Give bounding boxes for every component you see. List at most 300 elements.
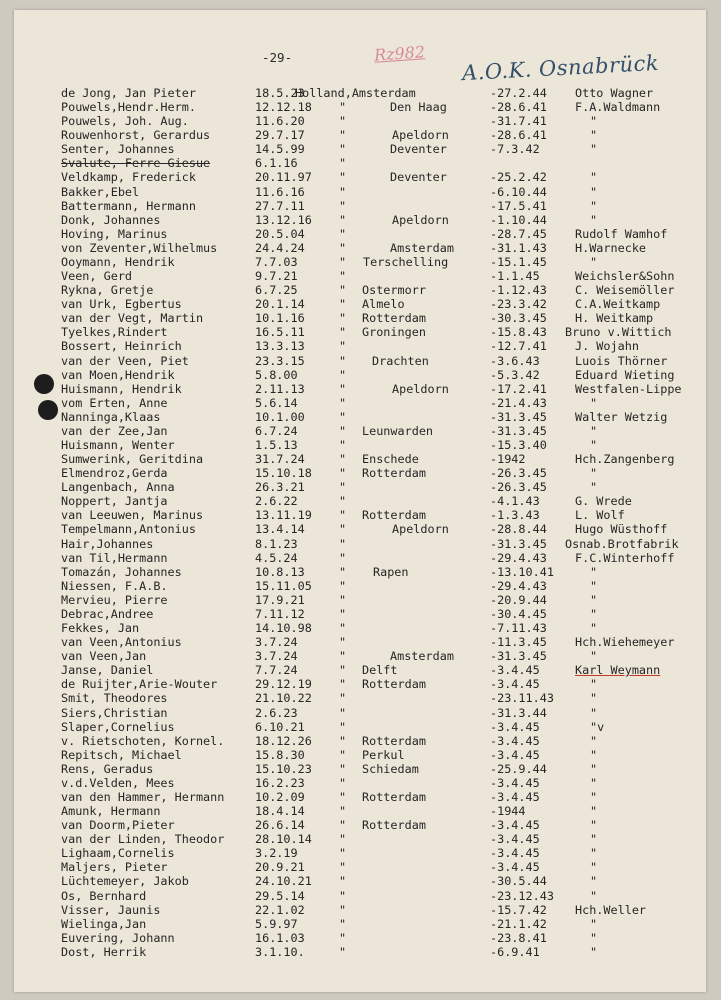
person-name: Elmendroz,Gerda xyxy=(61,466,168,481)
table-row xyxy=(0,593,721,607)
ditto-mark: " xyxy=(339,592,347,607)
employer: " xyxy=(590,184,598,199)
page-number: -29- xyxy=(262,50,293,65)
return-date: -1.1.45 xyxy=(490,269,540,284)
person-name: Amunk, Hermann xyxy=(61,804,161,819)
person-name: Svalute, Ferre Giesue xyxy=(61,156,211,171)
birth-date: 5.6.14 xyxy=(255,395,298,410)
table-row xyxy=(0,424,721,438)
return-date: -5.3.42 xyxy=(490,367,540,382)
employer: " xyxy=(590,677,598,692)
table-row xyxy=(0,283,721,297)
table-row xyxy=(0,100,721,114)
person-name: Dost, Herrik xyxy=(61,944,147,959)
person-name: Janse, Daniel xyxy=(61,663,154,678)
ditto-mark: " xyxy=(339,818,347,833)
birth-date: 13.11.19 xyxy=(255,508,312,523)
birth-date: 5.8.00 xyxy=(255,367,298,382)
return-date: -11.3.45 xyxy=(490,635,547,650)
employer: J. Wojahn xyxy=(575,339,639,354)
employer: " xyxy=(590,818,598,833)
birth-date: 7.7.24 xyxy=(255,663,298,678)
ditto-mark: " xyxy=(339,635,347,650)
birthplace: Drachten xyxy=(372,353,429,368)
table-row xyxy=(0,790,721,804)
ditto-mark: " xyxy=(339,747,347,762)
person-name: van Veen,Jan xyxy=(61,649,147,664)
ditto-mark: " xyxy=(339,395,347,410)
ditto-mark: " xyxy=(339,170,347,185)
ditto-mark: " xyxy=(339,240,347,255)
table-row xyxy=(0,874,721,888)
table-row xyxy=(0,311,721,325)
birthplace: Apeldorn xyxy=(392,522,449,537)
ditto-mark: " xyxy=(339,874,347,889)
ditto-mark: " xyxy=(339,564,347,579)
birth-date: 15.11.05 xyxy=(255,578,312,593)
birth-date: 13.12.16 xyxy=(255,212,312,227)
ditto-mark: " xyxy=(339,339,347,354)
return-date: -31.3.45 xyxy=(490,649,547,664)
return-date: -1.12.43 xyxy=(490,283,547,298)
birth-date: 26.6.14 xyxy=(255,818,305,833)
person-name: Pouwels,Hendr.Herm. xyxy=(61,100,196,115)
birth-date: 11.6.20 xyxy=(255,114,305,129)
return-date: -28.7.45 xyxy=(490,226,547,241)
table-row xyxy=(0,185,721,199)
return-date: -15.3.40 xyxy=(490,438,547,452)
person-name: van den Hammer, Hermann xyxy=(61,790,225,804)
ditto-mark: " xyxy=(339,423,347,438)
ditto-mark: " xyxy=(339,311,347,326)
birthplace: Leunwarden xyxy=(362,423,434,438)
employer: " xyxy=(590,128,598,143)
ditto-mark: " xyxy=(339,536,347,551)
person-name: vom Erten, Anne xyxy=(61,395,168,410)
employer: " xyxy=(590,832,598,847)
ditto-mark: " xyxy=(339,790,347,804)
return-date: -13.10.41 xyxy=(490,564,554,579)
employer: " xyxy=(590,254,598,269)
person-name: Rens, Geradus xyxy=(61,761,154,776)
ditto-mark: " xyxy=(339,719,347,734)
ditto-mark: " xyxy=(339,705,347,720)
birth-date: 6.7.24 xyxy=(255,423,298,438)
birth-date: 21.10.22 xyxy=(255,691,312,706)
table-row xyxy=(0,607,721,621)
return-date: -30.5.44 xyxy=(490,874,547,889)
ditto-mark: " xyxy=(339,353,347,368)
employer: " xyxy=(590,564,598,579)
return-date: -26.3.45 xyxy=(490,480,547,495)
birth-date: 9.7.21 xyxy=(255,269,298,284)
return-date: -3.4.45 xyxy=(490,733,540,748)
employer: " xyxy=(590,860,598,875)
return-date: -17.2.41 xyxy=(490,381,547,396)
ditto-mark: " xyxy=(339,452,347,467)
employer: " xyxy=(590,170,598,185)
employer: " xyxy=(590,114,598,129)
ditto-mark: " xyxy=(339,325,347,340)
birthplace: Rotterdam xyxy=(362,466,426,481)
return-date: -31.3.45 xyxy=(490,409,547,424)
birth-date: 28.10.14 xyxy=(255,832,312,847)
birthplace: Amsterdam xyxy=(390,649,454,664)
birth-date: 3.7.24 xyxy=(255,635,298,650)
employer: Luois Thörner xyxy=(575,353,668,368)
table-row xyxy=(0,255,721,269)
person-name: Ooymann, Hendrik xyxy=(61,254,175,269)
employer: " xyxy=(590,606,598,621)
birth-date: 6.1.16 xyxy=(255,156,298,171)
table-row xyxy=(0,889,721,903)
employer: " xyxy=(590,198,598,213)
employer: F.A.Waldmann xyxy=(575,100,661,115)
birth-date: 15.10.18 xyxy=(255,466,312,481)
table-row xyxy=(0,354,721,368)
birthplace: Groningen xyxy=(362,325,426,340)
employer: " xyxy=(590,916,598,931)
employer: C.A.Weitkamp xyxy=(575,297,661,312)
birthplace: Delft xyxy=(362,663,398,678)
table-row xyxy=(0,438,721,452)
employer: " xyxy=(590,761,598,776)
person-name: Tomazán, Johannes xyxy=(61,564,182,579)
ditto-mark: " xyxy=(339,930,347,945)
ditto-mark: " xyxy=(339,480,347,495)
person-name: Sumwerink, Geritdina xyxy=(61,452,204,467)
table-row xyxy=(0,227,721,241)
employer: Otto Wagner xyxy=(575,86,654,100)
employer: " xyxy=(590,466,598,481)
employer: " xyxy=(590,705,598,720)
birth-date: 16.5.11 xyxy=(255,325,305,340)
birthplace: Deventer xyxy=(390,170,447,185)
birth-date: 12.12.18 xyxy=(255,100,312,115)
employer: "v xyxy=(590,719,605,734)
table-row xyxy=(0,945,721,959)
employer: Walter Wetzig xyxy=(575,409,668,424)
table-row xyxy=(0,382,721,396)
person-name: Tempelmann,Antonius xyxy=(61,522,196,537)
employer: " xyxy=(590,395,598,410)
table-row xyxy=(0,832,721,846)
return-date: -15.7.42 xyxy=(490,902,547,917)
employer: Weichsler&Sohn xyxy=(575,269,675,284)
ditto-mark: " xyxy=(339,860,347,875)
ditto-mark: " xyxy=(339,775,347,790)
birthplace: Apeldorn xyxy=(392,212,449,227)
employer: " xyxy=(590,438,598,452)
birth-date: 1.5.13 xyxy=(255,438,298,452)
return-date: -25.9.44 xyxy=(490,761,547,776)
ditto-mark: " xyxy=(339,297,347,312)
birthplace: Rotterdam xyxy=(362,733,426,748)
table-row xyxy=(0,508,721,522)
employer: Westfalen-Lippe xyxy=(575,381,682,396)
table-row xyxy=(0,466,721,480)
ditto-mark: " xyxy=(339,832,347,847)
ditto-mark: " xyxy=(339,128,347,143)
birthplace: Apeldorn xyxy=(392,128,449,143)
person-name: van Urk, Egbertus xyxy=(61,297,182,312)
employer: " xyxy=(590,747,598,762)
table-row xyxy=(0,156,721,170)
table-row xyxy=(0,297,721,311)
return-date: -3.4.45 xyxy=(490,790,540,804)
person-name: Pouwels, Joh. Aug. xyxy=(61,114,189,129)
ditto-mark: " xyxy=(339,846,347,861)
return-date: -23.11.43 xyxy=(490,691,554,706)
employer: Hch.Weller xyxy=(575,902,647,917)
birth-date: 15.8.30 xyxy=(255,747,305,762)
table-row xyxy=(0,339,721,353)
table-row xyxy=(0,494,721,508)
birth-date: 29.12.19 xyxy=(255,677,312,692)
return-date: -3.4.45 xyxy=(490,832,540,847)
person-name: Euvering, Johann xyxy=(61,930,175,945)
ditto-mark: " xyxy=(339,283,347,298)
table-row xyxy=(0,762,721,776)
birthplace: Rotterdam xyxy=(362,677,426,692)
person-name: Senter, Johannes xyxy=(61,142,175,157)
table-row xyxy=(0,452,721,466)
return-date: -28.6.41 xyxy=(490,128,547,143)
ditto-mark: " xyxy=(339,902,347,917)
table-row xyxy=(0,706,721,720)
birthplace: Almelo xyxy=(362,297,405,312)
table-row xyxy=(0,621,721,635)
table-row xyxy=(0,368,721,382)
table-row xyxy=(0,776,721,790)
person-name: Huismann, Hendrik xyxy=(61,381,182,396)
birth-date: 26.3.21 xyxy=(255,480,305,495)
birth-date: 7.11.12 xyxy=(255,606,305,621)
employer: " xyxy=(590,874,598,889)
return-date: -4.1.43 xyxy=(490,494,540,509)
ditto-mark: " xyxy=(339,254,347,269)
birthplace: Amsterdam xyxy=(390,240,454,255)
employer: Rudolf Wamhof xyxy=(575,226,668,241)
person-name: Langenbach, Anna xyxy=(61,480,175,495)
table-row xyxy=(0,720,721,734)
person-name: de Ruijter,Arie-Wouter xyxy=(61,677,218,692)
table-row xyxy=(0,635,721,649)
birth-date: 10.1.00 xyxy=(255,409,305,424)
table-row xyxy=(0,522,721,536)
employer: Hch.Zangenberg xyxy=(575,452,675,467)
person-name: Debrac,Andree xyxy=(61,606,154,621)
ditto-mark: " xyxy=(339,804,347,819)
birth-date: 18.12.26 xyxy=(255,733,312,748)
table-row xyxy=(0,86,721,100)
person-name: Huismann, Wenter xyxy=(61,438,175,452)
person-name: Veldkamp, Frederick xyxy=(61,170,196,185)
person-name: Repitsch, Michael xyxy=(61,747,182,762)
person-name: Wielinga,Jan xyxy=(61,916,147,931)
person-name: Bossert, Heinrich xyxy=(61,339,182,354)
person-name: Rykna, Gretje xyxy=(61,283,154,298)
table-row xyxy=(0,128,721,142)
table-row xyxy=(0,396,721,410)
ditto-mark: " xyxy=(339,184,347,199)
ditto-mark: " xyxy=(339,409,347,424)
birth-date: 24.10.21 xyxy=(255,874,312,889)
employer: " xyxy=(590,790,598,804)
ditto-mark: " xyxy=(339,677,347,692)
return-date: -31.1.43 xyxy=(490,240,547,255)
return-date: -30.4.45 xyxy=(490,606,547,621)
table-row xyxy=(0,269,721,283)
birth-date: 4.5.24 xyxy=(255,550,298,565)
ditto-mark: " xyxy=(339,438,347,452)
person-name: Visser, Jaunis xyxy=(61,902,161,917)
person-name: Donk, Johannes xyxy=(61,212,161,227)
return-date: -21.4.43 xyxy=(490,395,547,410)
person-name: van Leeuwen, Marinus xyxy=(61,508,204,523)
return-date: -3.6.43 xyxy=(490,353,540,368)
ditto-mark: " xyxy=(339,142,347,157)
return-date: -1.10.44 xyxy=(490,212,547,227)
employer: " xyxy=(590,480,598,495)
employer: " xyxy=(590,944,598,959)
person-name: van Til,Hermann xyxy=(61,550,168,565)
ditto-mark: " xyxy=(339,578,347,593)
birth-date: 31.7.24 xyxy=(255,452,305,467)
birthplace: Deventer xyxy=(390,142,447,157)
return-date: -27.2.44 xyxy=(490,86,547,100)
birth-date: 8.1.23 xyxy=(255,536,298,551)
birthplace: Schiedam xyxy=(362,761,419,776)
person-name: van Veen,Antonius xyxy=(61,635,182,650)
table-row xyxy=(0,818,721,832)
person-name: Hoving, Marinus xyxy=(61,226,168,241)
birth-date: 29.5.14 xyxy=(255,888,305,903)
employer: " xyxy=(590,423,598,438)
birth-date: 29.7.17 xyxy=(255,128,305,143)
birth-date: 23.3.15 xyxy=(255,353,305,368)
table-row xyxy=(0,860,721,874)
return-date: -15.1.45 xyxy=(490,254,547,269)
table-row xyxy=(0,325,721,339)
birthplace: Rotterdam xyxy=(362,818,426,833)
employer: " xyxy=(590,212,598,227)
birth-date: 6.10.21 xyxy=(255,719,305,734)
ditto-mark: " xyxy=(339,226,347,241)
birth-date: 20.11.97 xyxy=(255,170,312,185)
ditto-mark: " xyxy=(339,367,347,382)
birth-date: 20.5.04 xyxy=(255,226,305,241)
table-row xyxy=(0,114,721,128)
employer: H.Warnecke xyxy=(575,240,647,255)
birth-date: 22.1.02 xyxy=(255,902,305,917)
ditto-mark: " xyxy=(339,114,347,129)
employer: " xyxy=(590,888,598,903)
employer: Hch.Wiehemeyer xyxy=(575,635,675,650)
table-row xyxy=(0,199,721,213)
employer: " xyxy=(590,142,598,157)
birth-date: 2.11.13 xyxy=(255,381,305,396)
return-date: -3.4.45 xyxy=(490,846,540,861)
return-date: -29.4.43 xyxy=(490,578,547,593)
return-date: -3.4.45 xyxy=(490,719,540,734)
table-row xyxy=(0,537,721,551)
person-name: Noppert, Jantja xyxy=(61,494,168,509)
person-name: Hair,Johannes xyxy=(61,536,154,551)
person-name: van der Linden, Theodor xyxy=(61,832,225,847)
return-date: -1944 xyxy=(490,804,526,819)
return-date: -3.4.45 xyxy=(490,663,540,678)
return-date: -7.3.42 xyxy=(490,142,540,157)
return-date: -7.11.43 xyxy=(490,621,547,636)
return-date: -3.4.45 xyxy=(490,747,540,762)
return-date: -26.3.45 xyxy=(490,466,547,481)
return-date: -15.8.43 xyxy=(490,325,547,340)
birth-date: 20.1.14 xyxy=(255,297,305,312)
employer: L. Wolf xyxy=(575,508,625,523)
return-date: -20.9.44 xyxy=(490,592,547,607)
birthplace: Apeldorn xyxy=(392,381,449,396)
return-date: -3.4.45 xyxy=(490,775,540,790)
person-name: v.d.Velden, Mees xyxy=(61,775,175,790)
table-row xyxy=(0,142,721,156)
return-date: -28.8.44 xyxy=(490,522,547,537)
table-row xyxy=(0,677,721,691)
employer: Karl Weymann xyxy=(575,663,661,678)
employer: Bruno v.Wittich xyxy=(565,325,672,340)
employer: " xyxy=(590,804,598,819)
return-date: -31.3.44 xyxy=(490,705,547,720)
birth-date: 5.9.97 xyxy=(255,916,298,931)
table-row xyxy=(0,649,721,663)
employer: " xyxy=(590,649,598,664)
person-name: Nanninga,Klaas xyxy=(61,409,161,424)
ditto-mark: " xyxy=(339,466,347,481)
person-name: van der Zee,Jan xyxy=(61,423,168,438)
birth-date: 17.9.21 xyxy=(255,592,305,607)
return-date: -3.4.45 xyxy=(490,677,540,692)
ditto-mark: " xyxy=(339,663,347,678)
table-row xyxy=(0,551,721,565)
person-name: v. Rietschoten, Kornel. xyxy=(61,733,225,748)
table-row xyxy=(0,410,721,424)
birth-date: 6.7.25 xyxy=(255,283,298,298)
table-row xyxy=(0,931,721,945)
person-name: Veen, Gerd xyxy=(61,269,133,284)
person-name: Lighaam,Cornelis xyxy=(61,846,175,861)
person-name: Battermann, Hermann xyxy=(61,198,196,213)
ditto-mark: " xyxy=(339,198,347,213)
table-row xyxy=(0,213,721,227)
return-date: -31.7.41 xyxy=(490,114,547,129)
person-name: Tyelkes,Rindert xyxy=(61,325,168,340)
birth-date: 10.1.16 xyxy=(255,311,305,326)
ditto-mark: " xyxy=(339,944,347,959)
ditto-mark: " xyxy=(339,888,347,903)
birth-date: 2.6.22 xyxy=(255,494,298,509)
ditto-mark: " xyxy=(339,621,347,636)
return-date: -17.5.41 xyxy=(490,198,547,213)
table-row xyxy=(0,917,721,931)
table-row xyxy=(0,804,721,818)
employer: Hugo Wüsthoff xyxy=(575,522,668,537)
ditto-mark: " xyxy=(339,649,347,664)
birth-date: 16.2.23 xyxy=(255,775,305,790)
table-row xyxy=(0,846,721,860)
employer: " xyxy=(590,930,598,945)
birthplace: Den Haag xyxy=(390,100,447,115)
ditto-mark: " xyxy=(339,733,347,748)
